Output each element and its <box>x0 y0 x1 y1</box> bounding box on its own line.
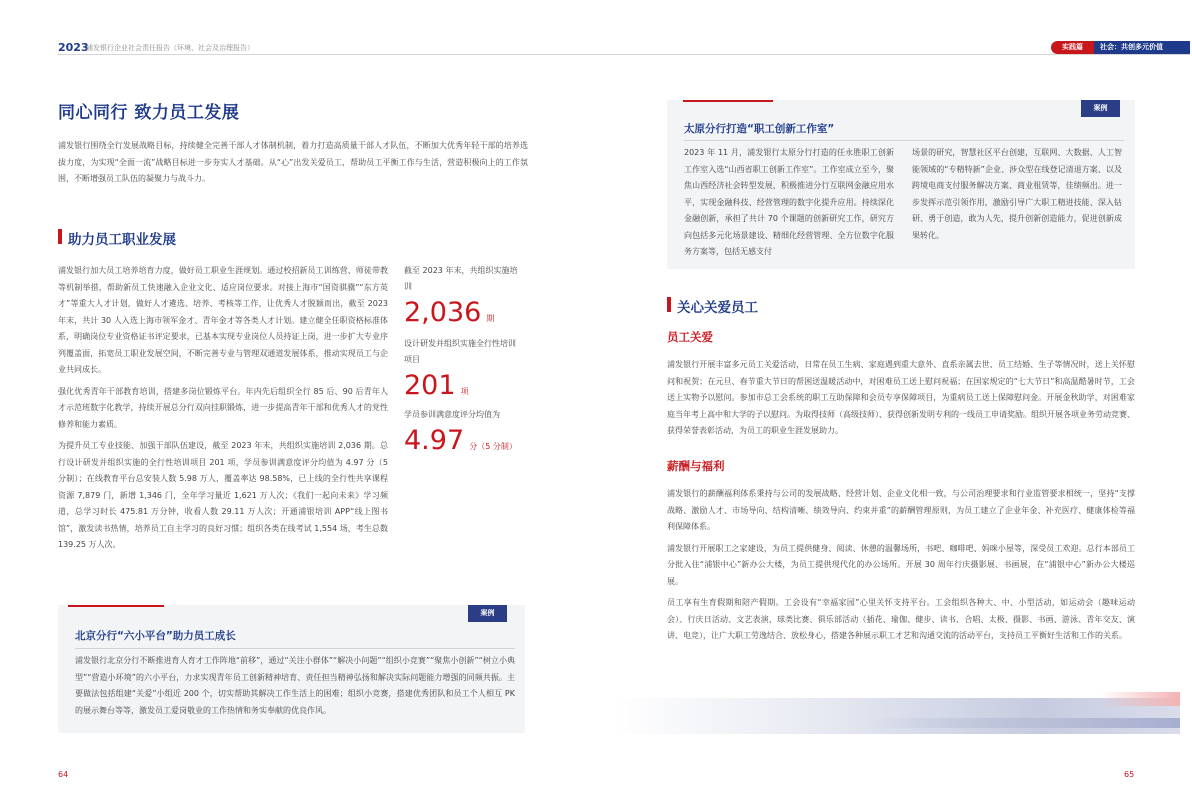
stat-unit-training: 期 <box>486 314 495 323</box>
case-tag-taiyuan: 案例 <box>1081 100 1120 117</box>
career-body <box>58 263 388 554</box>
stat-unit-projects: 项 <box>460 387 469 396</box>
case-box-beijing <box>58 605 525 733</box>
intro-paragraph: 浦发银行围绕全行发展战略目标，持续健全完善干部人才体制机制，着力打造高质量干部人才队伍，不断加大优秀年轻干部的培养选拔力度，为实现“全面一流”战略目标进一步夯实人才基础。从“心”出发关爱员工，帮助员工平衡工作与生活，营造积极向上的工作氛围，不断增强员工队伍的凝聚力与战斗力。 <box>58 141 528 183</box>
stat-unit-satisfaction: 分（5 分制） <box>469 442 517 451</box>
case-text-taiyuan-right: 场景的研究，智慧社区平台创建，互联网、大数据、人工智能领域的“专精特新”企业、涉众型在线登记清退方案、以及跨境电商支付服务解决方案、商业租赁等，佳绩频出。进一步发挥示范引领作用，激励引导广大职工精进技能、深入钻研、勇于创造，敢为人先，提升创新创造能力，促进创新成果转化。 <box>912 148 1122 240</box>
case-text-taiyuan-left: 2023 年 11 月，浦发银行太原分行打造的任永胜职工创新工作室入选“山西省职工创新工作室”。工作室成立至今，聚焦山西经济社会转型发展，积极推进分行互联网金融应用水平，实现金融科技、经营管理的数字化提升应用。持续深化金融创新，承担了共计 70 个课题的创新研究工作，研究方向包括多元化场景建设、精细化经营管理、全方位数字化服务方案等，包括无感支付 <box>684 148 894 256</box>
section-title-tag: 社会：共创多元价值 <box>1094 41 1190 54</box>
welfare-paragraph-2: 浦发银行开展职工之家建设，为员工提供健身、阅读、休憩的温馨场所，书吧、咖啡吧、妈咪小屋等，深受员工欢迎。总行本部员工分批入住“浦银中心”新办公大楼，为员工提供现代化的办公场所。开展 30 周年行庆摄影展、书画展，在“浦银中心”新办公大楼巡展。 <box>667 543 1135 586</box>
section-marker <box>58 229 62 244</box>
care-body: 浦发银行开展丰富多元员工关爱活动，日常在员工生病、家庭遇到重大意外、直系亲属去世、员工结婚、生子等情况时，送上关怀慰问和祝贺；在元旦、春节重大节日的帮困送温暖活动中，对困难员工送上慰问祝福；在国家规定的“七大节日”和高温酷暑时节，工会送上实物予以慰问。参加市总工会系统的职工互助保障和会员专享保障项目，为重病员工送上保障慰问金。开展金秋助学，对困难家庭当年考上高中和大学的子以慰问。为取得技师（高级技师）、获得创新发明专利的一线员工申请奖励。组织开展各项业务劳动竞赛、获得荣誉表彰活动，为员工的职业生涯发展助力。 <box>667 360 1135 435</box>
case-divider <box>684 140 1124 141</box>
case-accent-line <box>683 100 773 102</box>
case-title-taiyuan: 太原分行打造“职工创新工作室” <box>684 123 835 135</box>
decorative-footer-stripe <box>870 718 1180 728</box>
case-divider <box>75 648 515 649</box>
stat-label-satisfaction: 学员参训满意度评分均值为 <box>404 410 500 419</box>
stat-projects <box>404 370 522 401</box>
page-number-right: 65 <box>1124 770 1135 779</box>
stat-value-projects: 201 <box>404 370 456 401</box>
decorative-footer-band <box>612 698 1180 734</box>
report-year: 2023 <box>58 41 89 54</box>
report-title: 浦发银行企业社会责任报告（环境、社会及治理报告） <box>86 44 254 52</box>
career-section-title: 助力员工职业发展 <box>68 232 176 248</box>
header-divider <box>58 54 1190 55</box>
stat-label-training: 截至 2023 年末，共组织实施培训 <box>404 266 518 291</box>
welfare-body <box>667 486 1135 645</box>
career-paragraph-1: 浦发银行加大员工培养培育力度，做好员工职业生涯规划。通过校招新员工训练营、师徒带教等机制举措，帮助新员工快速融入企业文化、适应岗位要求。对接上海市“国资骐骥”“东方英才”等重大人才计划，做好人才遴选、培养、考核等工作，让优秀人才脱颖而出，截至 2023 年末，共计 30 人入选上海市领军金才、青年金才等各类人才计划。建立健全任职资格标准体系，明确岗位专业资格证书评定要求，已基本实现专业岗位人员持证上岗，进一步扩大专业序列覆盖面，拓宽员工职业发展空间，不断完善专业与管理双通道发展体系，推动实现员工与企业共同成长。 <box>58 266 388 374</box>
care-subtitle: 员工关爱 <box>667 330 713 344</box>
stat-label-projects: 设计研发并组织实施全行性培训项目 <box>404 339 516 364</box>
case-tag-beijing: 案例 <box>468 605 507 622</box>
stat-satisfaction <box>404 425 522 456</box>
case-box-taiyuan <box>667 100 1135 269</box>
welfare-paragraph-3: 员工享有生育假期和陪产假期。工会设有“幸福家园”心里关怀支持平台。工会组织各种大、中、小型活动，如运动会（趣味运动会）、行庆日活动、文艺表演、球类比赛、俱乐部活动（插花、瑜伽、健步、读书、合唱、太极、摄影、书画、游泳、青年交友、演讲、电竞），让广大职工劳逸结合、放松身心，搭建各种展示职工才艺和沟通交流的活动平台，支持员工平衡好生活和工作的关系。 <box>667 598 1135 640</box>
case-accent-line <box>68 605 164 607</box>
page-title: 同心同行 致力员工发展 <box>58 103 240 123</box>
care-section-title: 关心关爱员工 <box>677 300 758 316</box>
stats-column <box>404 263 522 456</box>
welfare-paragraph-1: 浦发银行的薪酬福利体系秉持与公司的发展战略、经营计划、企业文化相一致，与公司治理要求和行业监管要求相统一，坚持“支撑战略、激励人才、市场导向、结构清晰、绩效导向、约束并重”的薪酬管理原则，为员工建立了企业年金、补充医疗、健康体检等福利保障体系。 <box>667 489 1135 531</box>
career-paragraph-2: 强化优秀青年干部教育培训，搭建多岗位锻炼平台。年内先后组织全行 85 后、90 后青年人才示范班数字化教学，持续开展总分行双向挂职锻炼，进一步提高青年干部和优秀人才的党性修养和能力素质。 <box>58 386 388 429</box>
welfare-subtitle: 薪酬与福利 <box>667 459 725 473</box>
section-marker <box>667 297 671 312</box>
stat-value-training: 2,036 <box>404 297 482 328</box>
stat-value-satisfaction: 4.97 <box>404 425 465 456</box>
stat-training <box>404 297 522 328</box>
page-number-left: 64 <box>58 770 69 779</box>
case-text-beijing: 浦发银行北京分行不断推进育人育才工作阵地“前移”，通过“关注小群体”“解决小问题”“组织小竞赛”“聚焦小创新”“树立小典型”“营造小环境”的六小平台，力求实现青年员工创新精神培育、责任担当精神弘扬和解决实际问题能力增强的同频共振。主要做法包括组建“关爱”小组近 200 个，切实帮助其解决工作生活上的困难；组织小竞赛，搭建优秀团队和员工个人相互 PK 的展示舞台等等，激发员工爱岗敬业的工作热情和务实奉献的优良作风。 <box>75 656 515 715</box>
case-title-beijing: 北京分行“六小平台”助力员工成长 <box>75 630 236 642</box>
career-paragraph-3: 为提升员工专业技能、加强干部队伍建设，截至 2023 年末，共组织实施培训 2,036 期。总行设计研发并组织实施的全行性培训项目 201 项，学员参训满意度评分均值为 4.97 分（5 分制）；在线教育平台总安装人数 5.98 万人，覆盖率达 98.58%，已上线的全行性共享课程资源 7,879 门，新增 1,346 门，全年学习量近 1,621 万人次；《我们一起向未来》学习频道，总学习时长 475.81 万分钟，收看人数 29.11 万人次；开通浦银培训 APP“线上图书馆”，激发读书热情，培养员工自主学习的良好习惯；组织各类在线考试 1,554 场，考生总数 139.25 万人次。 <box>58 441 388 549</box>
section-tag: 实践篇 <box>1051 41 1094 54</box>
decorative-footer-accent <box>1100 692 1180 706</box>
